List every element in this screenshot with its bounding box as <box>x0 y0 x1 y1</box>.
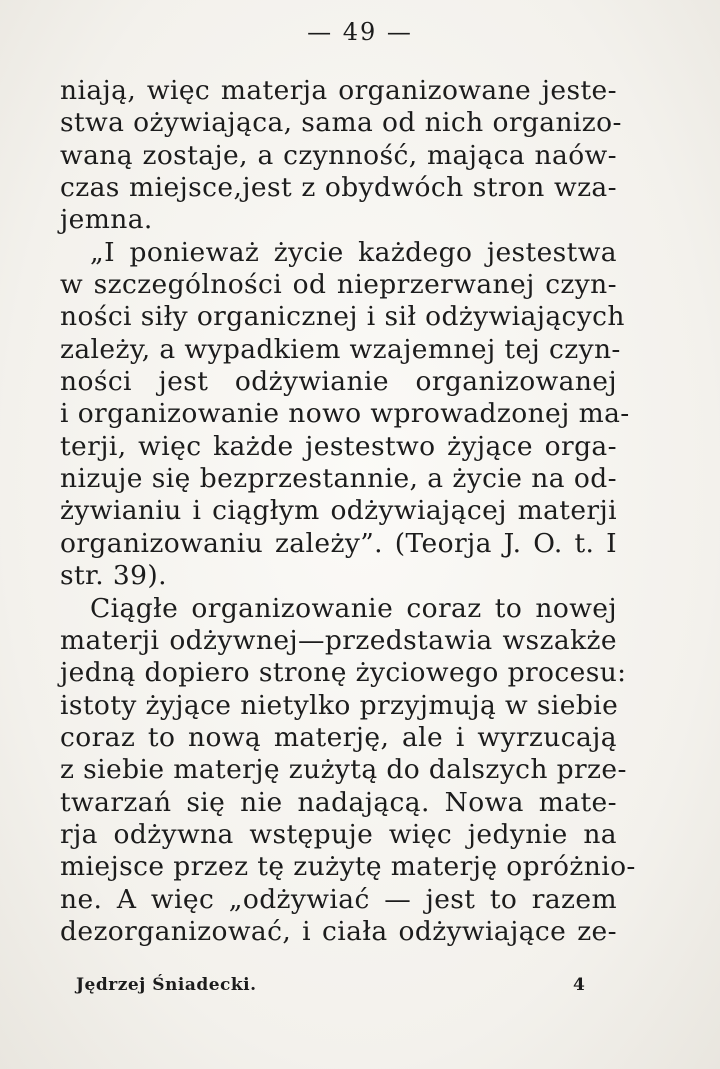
text-line: nizuje się bezprzestannie, a życie na od- <box>60 463 617 495</box>
page-number: — 49 — <box>307 18 413 46</box>
text-line: terji, więc każde jestestwo żyjące orga- <box>60 430 617 462</box>
text-line: niają, więc materja organizowane jeste- <box>60 75 617 106</box>
paragraph-start-line: „I ponieważ życie każdego jestestwa <box>90 236 617 268</box>
text-line: str. 39). <box>60 560 167 592</box>
text-line: ne. A więc „odżywiać — jest to razem <box>60 883 617 915</box>
footer-sheet-number: 4 <box>573 975 585 995</box>
text-line: waną zostaje, a czynność, mająca naów- <box>60 139 617 171</box>
text-line: ności jest odżywianie organizowanej <box>60 366 617 398</box>
text-line: i organizowanie nowo wprowadzonej ma- <box>60 398 630 430</box>
text-line: jedną dopiero stronę życiowego procesu: <box>60 657 627 689</box>
text-line: czas miejsce,jest z obydwóch stron wza- <box>60 172 617 204</box>
text-line: materji odżywnej—przedstawia wszakże <box>60 624 617 656</box>
text-line: istoty żyjące nietylko przyjmują w siebie <box>60 689 619 721</box>
text-line: ności siły organicznej i sił odżywiających <box>60 301 625 333</box>
paragraph-start-line: Ciągłe organizowanie coraz to nowej <box>90 592 617 624</box>
text-line: dezorganizować, i ciała odżywiające ze- <box>60 915 617 947</box>
text-line: z siebie materję zużytą do dalszych prze- <box>60 754 627 786</box>
text-line: jemna. <box>60 204 153 236</box>
text-line: coraz to nową materję, ale i wyrzucają <box>60 721 617 753</box>
text-line: miejsce przez tę zużytę materję opróżnio- <box>60 851 636 883</box>
text-line: rja odżywna wstępuje więc jedynie na <box>60 818 617 850</box>
text-line: organizowaniu zależy”. (Teorja J. O. t. I <box>60 527 617 559</box>
body-text <box>60 75 636 948</box>
text-line: twarzań się nie nadającą. Nowa mate- <box>60 786 617 818</box>
footer-signature: Jędrzej Śniadecki. <box>76 975 257 995</box>
text-line: żywianiu i ciągłym odżywiającej materji <box>60 495 617 527</box>
text-line: zależy, a wypadkiem wzajemnej tej czyn- <box>60 333 621 365</box>
text-line: w szczególności od nieprzerwanej czyn- <box>60 269 617 301</box>
text-line: stwa ożywiająca, sama od nich organizo- <box>60 107 622 139</box>
